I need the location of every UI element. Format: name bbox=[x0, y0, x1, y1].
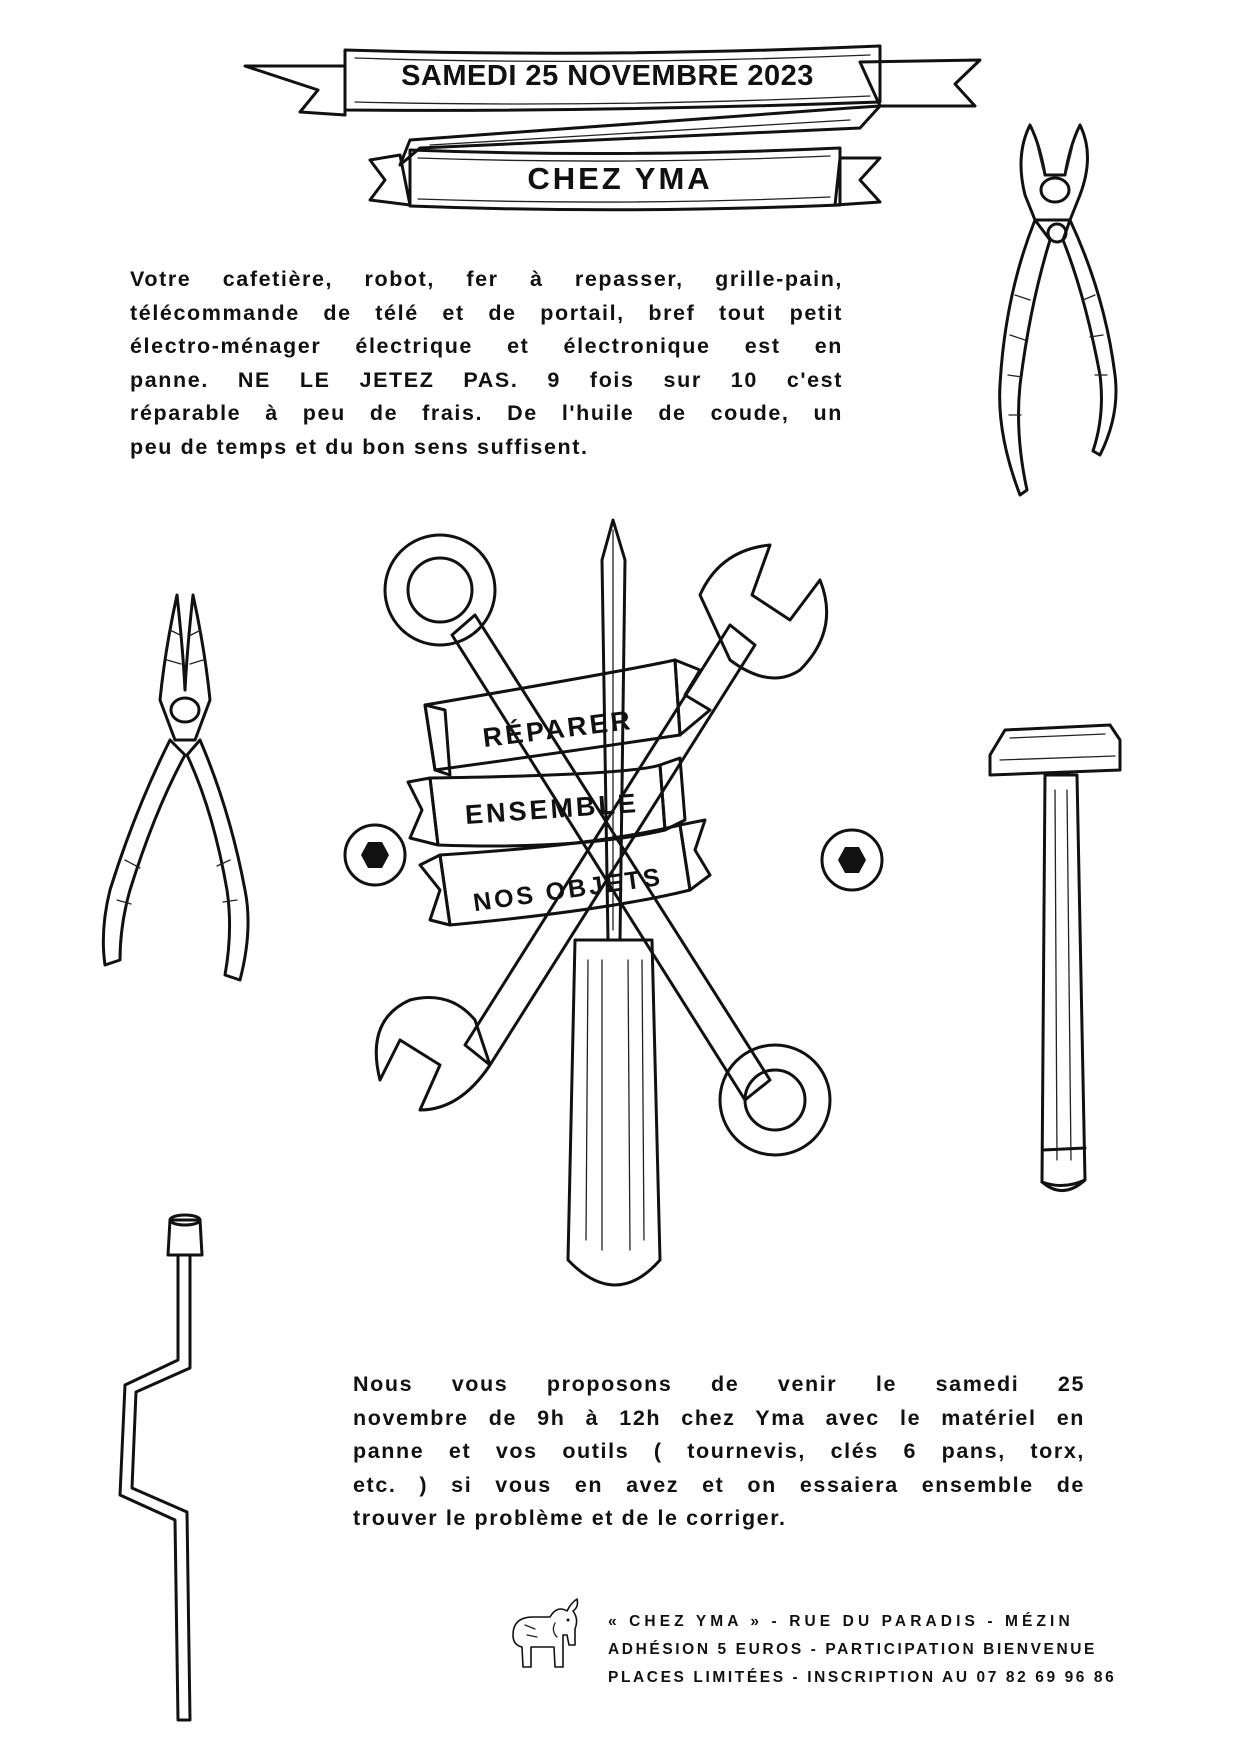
wrenches-screwdriver-emblem bbox=[380, 520, 880, 1310]
hammer-icon bbox=[985, 720, 1135, 1210]
intro-line: panne. NE LE JETEZ PAS. 9 fois sur 10 c'est bbox=[130, 367, 843, 392]
intro-line: réparable à peu de frais. De l'huile de coude, un bbox=[130, 401, 843, 425]
elephant-icon bbox=[505, 1595, 585, 1680]
ribbon-label-together: ENSEMBLE bbox=[464, 787, 640, 831]
ribbon-objects bbox=[420, 820, 710, 925]
ribbon-label-repair: RÉPARER bbox=[481, 704, 635, 754]
screwdriver-icon bbox=[568, 520, 660, 1285]
footer-info bbox=[608, 1608, 1138, 1692]
invite-line: etc. ) si vous en avez et on essaiera ensemble de bbox=[353, 1472, 1085, 1497]
invite-line: trouver le problème et de le corriger. bbox=[353, 1506, 787, 1530]
brace-wrench-icon bbox=[110, 1210, 230, 1730]
hex-nut-icon bbox=[345, 825, 405, 885]
invite-line: novembre de 9h à 12h chez Yma avec le matériel en bbox=[353, 1405, 1085, 1430]
footer-registration: PLACES LIMITÉES - INSCRIPTION AU 07 82 69 96 86 bbox=[608, 1669, 1117, 1686]
intro-line: télécommande de télé et de portail, bref tout petit bbox=[130, 300, 843, 325]
intro-line: Votre cafetière, robot, fer à repasser, grille-pain, bbox=[130, 267, 843, 291]
venue-name: CHEZ YMA bbox=[527, 161, 713, 196]
hex-nut-icon bbox=[822, 830, 882, 890]
pliers-icon bbox=[975, 115, 1145, 505]
invite-line: panne et vos outils ( tournevis, clés 6 pans, torx, bbox=[353, 1439, 1085, 1463]
needle-nose-pliers-icon bbox=[95, 590, 275, 990]
intro-line: peu de temps et du bon sens suffisent. bbox=[130, 434, 589, 459]
event-date: SAMEDI 25 NOVEMBRE 2023 bbox=[401, 60, 814, 92]
intro-paragraph bbox=[130, 263, 843, 464]
ribbon-label-objects: NOS OBJETS bbox=[471, 862, 665, 918]
invite-paragraph bbox=[353, 1368, 1085, 1536]
footer-membership: ADHÉSION 5 EUROS - PARTICIPATION BIENVENUE bbox=[608, 1641, 1097, 1658]
intro-line: électro-ménager électrique et électronique est en bbox=[130, 334, 843, 358]
footer-address: « CHEZ YMA » - RUE DU PARADIS - MÉZIN bbox=[608, 1613, 1074, 1630]
invite-line: Nous vous proposons de venir le samedi 25 bbox=[353, 1372, 1085, 1396]
